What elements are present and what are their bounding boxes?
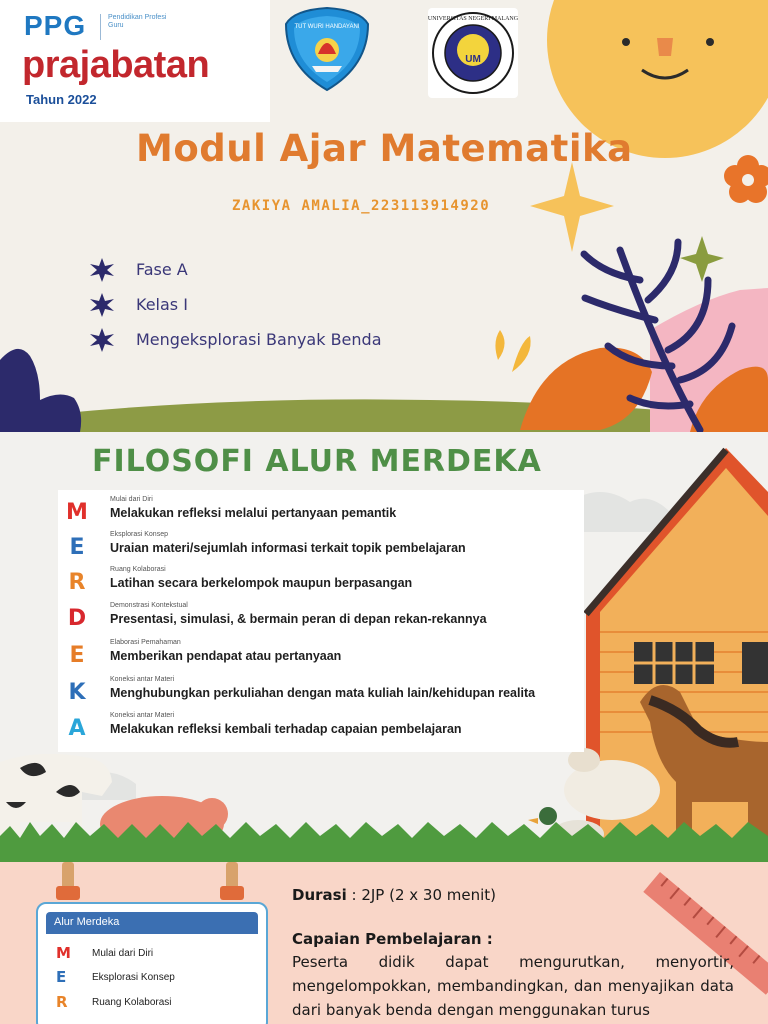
merdeka-step-desc: Presentasi, simulasi, & bermain peran di depan rekan-rekannya <box>110 612 487 626</box>
bullet-item <box>88 287 382 322</box>
ppg-subtitle: Pendidikan Profesi Guru <box>108 14 167 29</box>
durasi-line <box>292 886 734 914</box>
merdeka-letter: E <box>69 643 85 668</box>
svg-text:TUT WURI HANDAYANI: TUT WURI HANDAYANI <box>294 24 360 30</box>
merdeka-row <box>58 529 584 564</box>
mini-letter: R <box>56 993 68 1011</box>
durasi-label: Durasi <box>292 886 347 904</box>
mini-label: Ruang Kolaborasi <box>92 996 172 1008</box>
tutwuri-logo <box>284 6 370 92</box>
merdeka-step-name: Eksplorasi Konsep <box>110 531 168 538</box>
merdeka-step-name: Elaborasi Pemahaman <box>110 639 181 646</box>
merdeka-row <box>58 674 584 709</box>
star-bullet-icon <box>88 291 116 319</box>
year-text: Tahun 2022 <box>26 92 97 107</box>
merdeka-letter: K <box>68 680 86 705</box>
bullet-label: Mengeksplorasi Banyak Benda <box>136 330 382 349</box>
merdeka-step-name: Koneksi antar Materi <box>110 676 175 683</box>
merdeka-row <box>58 600 584 635</box>
bullet-label: Fase A <box>136 260 188 279</box>
flower-shape <box>724 155 768 203</box>
svg-text:UM: UM <box>465 54 481 65</box>
mini-letter: E <box>56 968 67 986</box>
merdeka-step-desc: Melakukan refleksi melalui pertanyaan pemantik <box>110 506 397 520</box>
merdeka-step-name: Demonstrasi Kontekstual <box>110 602 188 609</box>
star-bullet-icon <box>88 326 116 354</box>
merdeka-card <box>58 490 584 752</box>
author-name: ZAKIYA AMALIA_223113914920 <box>232 198 491 214</box>
um-logo <box>428 8 518 98</box>
ppg-prajabatan-logo <box>0 0 270 122</box>
capaian-text: Peserta didik dapat mengurutkan, menyortir, mengelompokkan, membandingkan, dan menyajikan data dari banyak benda dengan menggunakan turus <box>292 953 734 1019</box>
mini-letter: M <box>56 944 71 962</box>
merdeka-row <box>58 637 584 672</box>
merdeka-letter: D <box>67 606 87 631</box>
merdeka-letter: E <box>69 535 85 560</box>
mini-label: Mulai dari Diri <box>92 947 154 959</box>
merdeka-row <box>58 494 584 529</box>
filosofi-page <box>0 432 768 862</box>
durasi-page <box>0 862 768 1024</box>
module-title: Modul Ajar Matematika <box>136 127 633 170</box>
merdeka-step-desc: Melakukan refleksi kembali terhadap capaian pembelajaran <box>110 722 462 736</box>
mini-row <box>56 966 175 988</box>
durasi-value: : 2JP (2 x 30 menit) <box>346 886 497 904</box>
merdeka-letter: R <box>68 570 86 595</box>
merdeka-step-desc: Uraian materi/sejumlah informasi terkait topik pembelajaran <box>110 541 466 555</box>
merdeka-step-desc: Menghubungkan perkuliahan dengan mata kuliah lain/kehidupan realita <box>110 686 536 700</box>
merdeka-step-desc: Memberikan pendapat atau pertanyaan <box>110 649 342 663</box>
mini-row <box>56 991 172 1013</box>
cover-page <box>0 0 768 432</box>
bullet-item <box>88 252 382 287</box>
merdeka-step-desc: Latihan secara berkelompok maupun berpasangan <box>110 576 413 590</box>
mini-row <box>56 942 153 964</box>
merdeka-step-name: Koneksi antar Materi <box>110 712 175 719</box>
merdeka-letter: M <box>66 500 88 525</box>
ppg-text: PPG <box>24 10 87 41</box>
filosofi-title: FILOSOFI ALUR MERDEKA <box>92 444 542 479</box>
alur-merdeka-card <box>36 902 268 1024</box>
bullet-item <box>88 322 382 357</box>
merdeka-row <box>58 710 584 745</box>
alur-merdeka-title: Alur Merdeka <box>46 912 258 934</box>
merdeka-step-name: Ruang Kolaborasi <box>110 566 166 573</box>
durasi-text-block <box>292 886 734 1022</box>
merdeka-letter: A <box>68 716 86 741</box>
cover-bullet-list <box>88 252 382 357</box>
svg-text:UNIVERSITAS NEGERI MALANG: UNIVERSITAS NEGERI MALANG <box>428 16 518 22</box>
mini-label: Eksplorasi Konsep <box>92 971 175 983</box>
prajabatan-text: prajabatan <box>22 44 210 86</box>
merdeka-row <box>58 564 584 599</box>
capaian-title: Capaian Pembelajaran : <box>292 930 493 948</box>
star-bullet-icon <box>88 256 116 284</box>
bullet-label: Kelas I <box>136 295 188 314</box>
merdeka-step-name: Mulai dari Diri <box>110 496 153 503</box>
